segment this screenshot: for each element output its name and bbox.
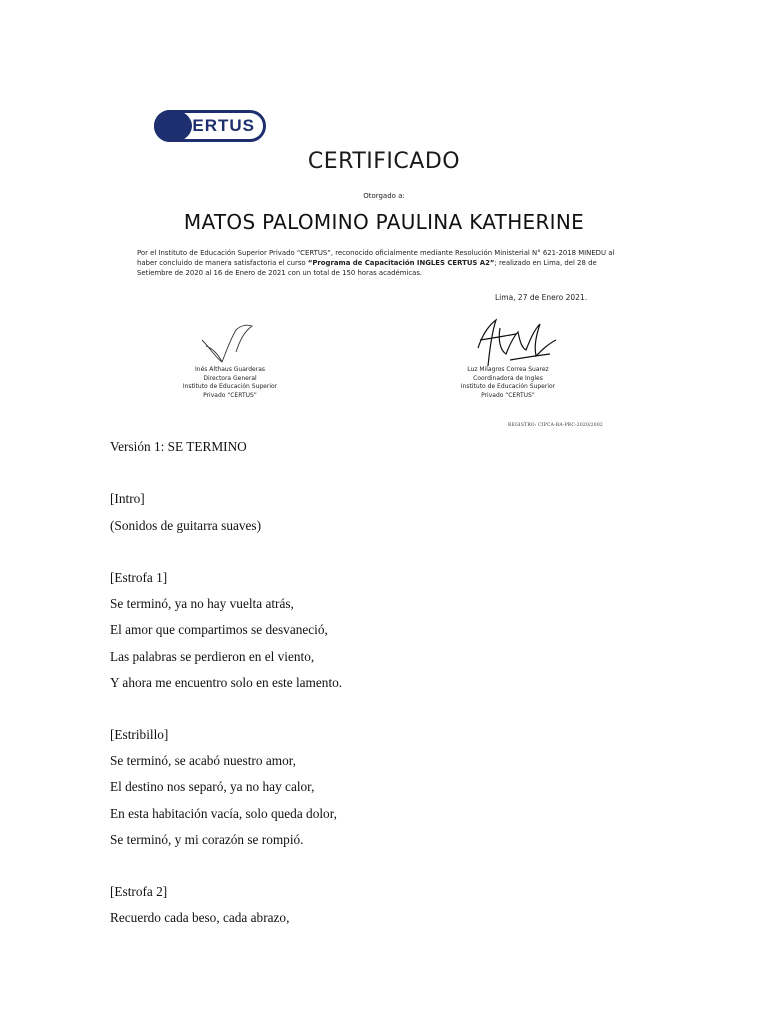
- awarded-to-label: Otorgado a:: [363, 192, 405, 200]
- signatory-2-name: Luz Milagros Correa Suarez: [467, 366, 549, 373]
- lyrics-blank-line: [110, 460, 670, 486]
- body-text-part2: ; realizado en Lima, del 28 de Setiembre de 2020 al 16 de Enero de 2021 con un total de 150 horas académicas.: [137, 259, 597, 277]
- lyrics-line: Se terminó, se acabó nuestro amor,: [110, 753, 296, 769]
- lyrics-line: El destino nos separó, ya no hay calor,: [110, 779, 315, 795]
- lyrics-section-verse-2: [Estrofa 2]: [110, 884, 168, 900]
- lyrics-line: Se terminó, ya no hay vuelta atrás,: [110, 596, 294, 612]
- signatory-1: [150, 366, 310, 400]
- signature-2-icon: [470, 310, 562, 372]
- lyrics-blank-line: [110, 696, 670, 722]
- signatory-1-institution: Instituto de Educación Superior: [182, 383, 278, 391]
- lyrics-line: Y ahora me encuentro solo en este lamento.: [110, 674, 343, 690]
- signatory-2-role: Coordinadora de Ingles: [473, 374, 543, 382]
- course-name: “Programa de Capacitación INGLES CERTUS A2”: [307, 259, 495, 267]
- certificate-image: [0, 0, 768, 440]
- lyrics-line: Recuerdo cada beso, cada abrazo,: [110, 910, 290, 926]
- registration-code: REGISTRO: CIPCA-RA-PRC-2020/2002: [508, 423, 603, 428]
- signatory-2: [428, 366, 588, 400]
- certificate-body: [137, 248, 629, 278]
- lyrics-blank-line: [110, 539, 670, 565]
- lyrics-line: Se terminó, y mi corazón se rompió.: [110, 831, 304, 847]
- signatory-2-institution2: Privado “CERTUS”: [481, 391, 535, 399]
- certificate-date: Lima, 27 de Enero 2021.: [495, 293, 588, 302]
- signatory-2-institution: Instituto de Educación Superior: [460, 383, 556, 391]
- lyrics-section-verse-1: [Estrofa 1]: [110, 569, 168, 585]
- lyrics-line: En esta habitación vacía, solo queda dolor,: [110, 805, 337, 821]
- lyrics-line: (Sonidos de guitarra suaves): [110, 517, 262, 533]
- body-text-part1: Por el Instituto de Educación Superior Privado “CERTUS”, reconocido oficialmente mediante Resolución Ministerial N° 621-2018 MINEDU al haber concluido de manera satisfactoria el curso: [137, 249, 615, 267]
- certus-logo: [154, 110, 266, 142]
- lyrics-text: [110, 434, 670, 932]
- signature-1-icon: [196, 318, 262, 368]
- lyrics-section-intro: [Intro]: [110, 491, 145, 507]
- lyrics-blank-line: [110, 853, 670, 879]
- lyrics-version-title: Versión 1: SE TERMINO: [110, 439, 247, 454]
- lyrics-section-chorus: [Estribillo]: [110, 727, 169, 743]
- signatory-1-role: Directora General: [203, 374, 257, 382]
- signatory-1-name: Inés Althaus Guarderas: [195, 366, 265, 373]
- signatory-1-institution2: Privado “CERTUS”: [203, 391, 257, 399]
- certificate-title: CERTIFICADO: [307, 149, 461, 174]
- recipient-name: MATOS PALOMINO PAULINA KATHERINE: [183, 210, 585, 234]
- lyrics-line: El amor que compartimos se desvaneció,: [110, 622, 328, 638]
- lyrics-line: Las palabras se perdieron en el viento,: [110, 648, 315, 664]
- logo-text: CERTUS: [179, 116, 255, 135]
